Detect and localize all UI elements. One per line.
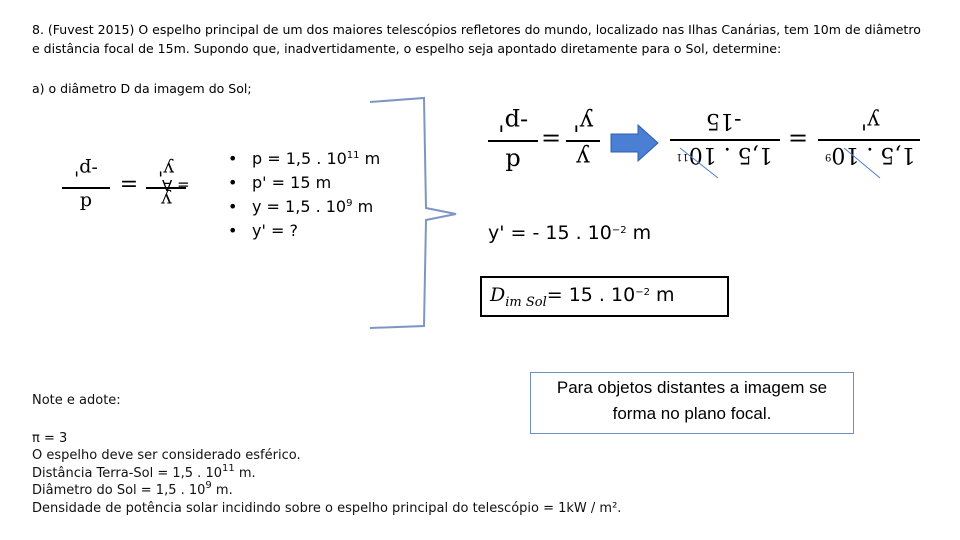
question-text: 8. (Fuvest 2015) O espelho principal de um dos maiores telescópios refletores do mundo, localizado nas Ilhas Canárias, tem 10m de diâmetro e distância focal de 15m. Supondo que, inadvertidamente, o espelho seja apontado diretamente para o Sol, determine:: [32, 22, 921, 56]
cancel-strokes: [668, 104, 928, 184]
given-item: • y' = ?: [228, 219, 380, 243]
answer-box: $D_{im Sol}= 15$ . $10^{-2}$ m: [480, 276, 729, 317]
formula-left-rhs-den: y: [160, 189, 172, 211]
right-arrow-icon: [610, 124, 660, 164]
formula-left-tail: = A: [162, 176, 190, 194]
formula-left-lhs-den: p: [79, 189, 93, 211]
sub-rhs-num: y': [860, 108, 880, 133]
bracket-icon: [364, 96, 464, 336]
given-list: [228, 147, 380, 243]
sub-num: -15: [706, 108, 742, 133]
notes-section: [32, 392, 621, 517]
formula-left-rhs-num: y': [158, 158, 174, 180]
notes-line: Diâmetro do Sol = 1,5 . $10^9$ m.: [32, 480, 233, 498]
equals-sign: =: [540, 124, 562, 152]
answer-symbol: D: [490, 284, 506, 306]
notes-line: π = 3: [32, 430, 68, 446]
given-item: • p' = 15 m: [228, 171, 380, 195]
focal-plane-callout: Para objetos distantes a imagem se forma no plano focal.: [530, 372, 854, 434]
formula-left-lhs-num: -p': [74, 158, 98, 180]
notes-line: Distância Terra-Sol = 1,5 . $10^{11}$ m.: [32, 462, 256, 481]
fraction-bar: [488, 140, 538, 142]
formula-right-rhs-den: y: [576, 144, 590, 172]
equals-sign: =: [119, 172, 139, 197]
notes-line: Densidade de potência solar incidindo sobre o espelho principal do telescópio = 1kW / m².: [32, 500, 622, 516]
given-item: • y = 1,5 . $10^9$ m: [228, 195, 380, 219]
sub-rhs-den: 1,5 . 10: [831, 142, 916, 167]
formula-right-lhs-den: p: [505, 144, 521, 172]
question-item-a: a) o diâmetro D da imagem do Sol;: [32, 81, 252, 96]
equals-sign: =: [787, 124, 809, 152]
result-line: y' = - 15 . $10^{-2}$ m: [488, 222, 652, 244]
notes-title: Note e adote:: [32, 393, 121, 408]
formula-right-rhs-num: y': [572, 108, 594, 136]
formula-right: [488, 104, 608, 184]
answer-subscript: im Sol: [505, 295, 547, 310]
given-item: • p = 1,5 . $10^{11}$ m: [228, 147, 380, 171]
fraction-bar: [566, 140, 600, 142]
formula-substituted: -15 1,5 . $10^{11}$ = y' 1,5 . $10^9$: [668, 104, 928, 184]
notes-line: O espelho deve ser considerado esférico.: [32, 448, 301, 463]
sub-den: 1,5 . 10: [688, 142, 773, 167]
formula-right-lhs-num: -p': [497, 108, 529, 136]
formula-left: [58, 158, 248, 218]
